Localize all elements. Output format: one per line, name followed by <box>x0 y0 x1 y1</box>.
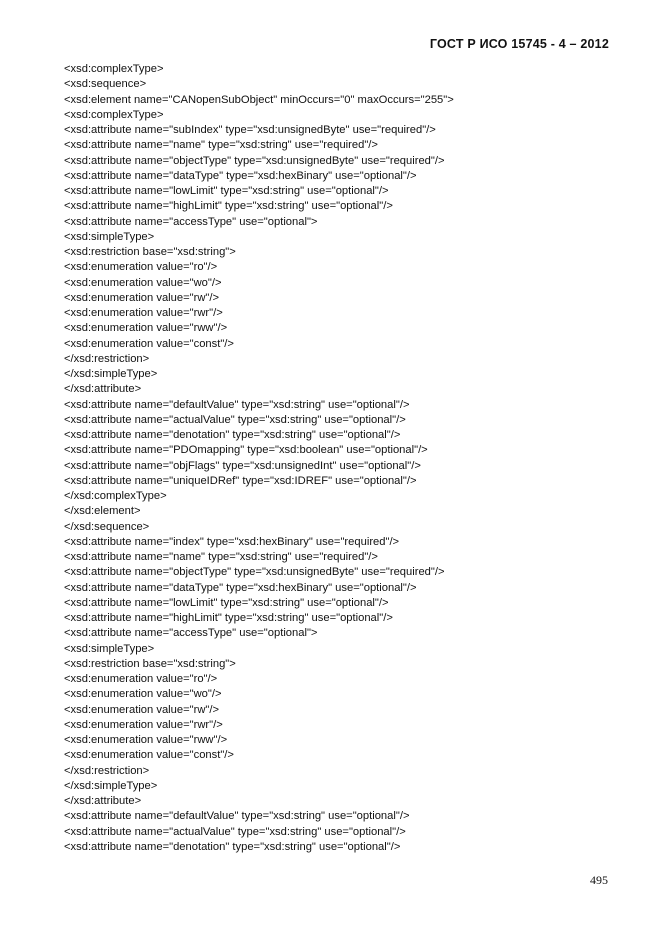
document-header: ГОСТ Р ИСО 15745 - 4 – 2012 <box>429 37 609 51</box>
code-line: <xsd:attribute name="defaultValue" type="xsd:string" use="optional"/> <box>64 398 410 411</box>
code-line: <xsd:attribute name="lowLimit" type="xsd:string" use="optional"/> <box>64 596 389 609</box>
code-line: <xsd:attribute name="dataType" type="xsd:hexBinary" use="optional"/> <box>64 581 417 594</box>
code-line: </xsd:complexType> <box>64 490 167 502</box>
code-line: <xsd:attribute name="actualValue" type="xsd:string" use="optional"/> <box>64 413 406 426</box>
code-line: <xsd:attribute name="lowLimit" type="xsd:string" use="optional"/> <box>64 185 389 197</box>
code-line: <xsd:enumeration value="ro"/> <box>64 261 218 274</box>
code-line: </xsd:restriction> <box>64 764 150 777</box>
code-line: </xsd:attribute> <box>64 795 142 807</box>
code-line: <xsd:attribute name="highLimit" type="xsd:string" use="optional"/> <box>64 612 393 624</box>
code-line: <xsd:enumeration value="rww"/> <box>64 322 228 335</box>
code-line: <xsd:attribute name="objectType" type="xsd:unsignedByte" use="required"/> <box>64 154 445 167</box>
code-line: <xsd:enumeration value="rwr"/> <box>64 718 223 731</box>
code-line: </xsd:element> <box>64 505 141 518</box>
code-line: <xsd:attribute name="objFlags" type="xsd:unsignedInt" use="optional"/> <box>64 459 421 472</box>
code-line: <xsd:simpleType> <box>64 230 155 243</box>
code-line: </xsd:sequence> <box>64 520 150 533</box>
code-line: <xsd:enumeration value="rw"/> <box>64 703 220 716</box>
code-line: <xsd:attribute name="dataType" type="xsd:hexBinary" use="optional"/> <box>64 169 417 182</box>
code-line: <xsd:enumeration value="wo"/> <box>64 276 222 289</box>
code-line: <xsd:enumeration value="ro"/> <box>64 673 218 685</box>
code-line: <xsd:complexType> <box>64 108 164 121</box>
code-line: <xsd:enumeration value="rww"/> <box>64 734 228 746</box>
code-line: <xsd:sequence> <box>64 78 147 91</box>
code-line: <xsd:enumeration value="const"/> <box>64 337 234 350</box>
code-line: <xsd:enumeration value="rw"/> <box>64 291 220 304</box>
code-line: <xsd:attribute name="accessType" use="optional"> <box>64 215 318 228</box>
code-line: <xsd:restriction base="xsd:string"> <box>64 657 236 670</box>
page-number: 495 <box>590 873 608 887</box>
code-line: <xsd:attribute name="name" type="xsd:string" use="required"/> <box>64 139 378 152</box>
code-line: <xsd:restriction base="xsd:string"> <box>64 246 236 258</box>
code-line: </xsd:restriction> <box>64 352 150 365</box>
code-line: <xsd:enumeration value="wo"/> <box>64 688 222 701</box>
code-line: <xsd:enumeration value="const"/> <box>64 749 234 762</box>
code-line: <xsd:attribute name="uniqueIDRef" type="xsd:IDREF" use="optional"/> <box>64 474 417 487</box>
code-line: <xsd:attribute name="actualValue" type="xsd:string" use="optional"/> <box>64 825 406 838</box>
code-line: <xsd:attribute name="name" type="xsd:string" use="required"/> <box>64 551 378 563</box>
code-line: <xsd:attribute name="denotation" type="xsd:string" use="optional"/> <box>64 429 401 441</box>
code-line: <xsd:attribute name="defaultValue" type="xsd:string" use="optional"/> <box>64 810 410 823</box>
code-line: <xsd:attribute name="denotation" type="xsd:string" use="optional"/> <box>64 840 401 853</box>
code-line: <xsd:attribute name="highLimit" type="xsd:string" use="optional"/> <box>64 200 393 213</box>
code-line: <xsd:attribute name="objectType" type="xsd:unsignedByte" use="required"/> <box>64 566 445 579</box>
code-line: <xsd:attribute name="subIndex" type="xsd:unsignedByte" use="required"/> <box>64 124 436 136</box>
code-line: <xsd:attribute name="index" type="xsd:hexBinary" use="required"/> <box>64 535 400 548</box>
code-line: <xsd:attribute name="PDOmapping" type="xsd:boolean" use="optional"/> <box>64 444 428 457</box>
code-line: <xsd:complexType> <box>64 63 164 75</box>
code-line: </xsd:attribute> <box>64 383 142 396</box>
code-line: </xsd:simpleType> <box>64 368 158 380</box>
code-line: </xsd:simpleType> <box>64 779 158 792</box>
code-line: <xsd:enumeration value="rwr"/> <box>64 307 223 319</box>
xsd-code-listing <box>64 62 454 855</box>
code-line: <xsd:element name="CANopenSubObject" minOccurs="0" maxOccurs="255"> <box>64 93 454 106</box>
code-line: <xsd:simpleType> <box>64 642 155 655</box>
code-line: <xsd:attribute name="accessType" use="optional"> <box>64 627 318 640</box>
